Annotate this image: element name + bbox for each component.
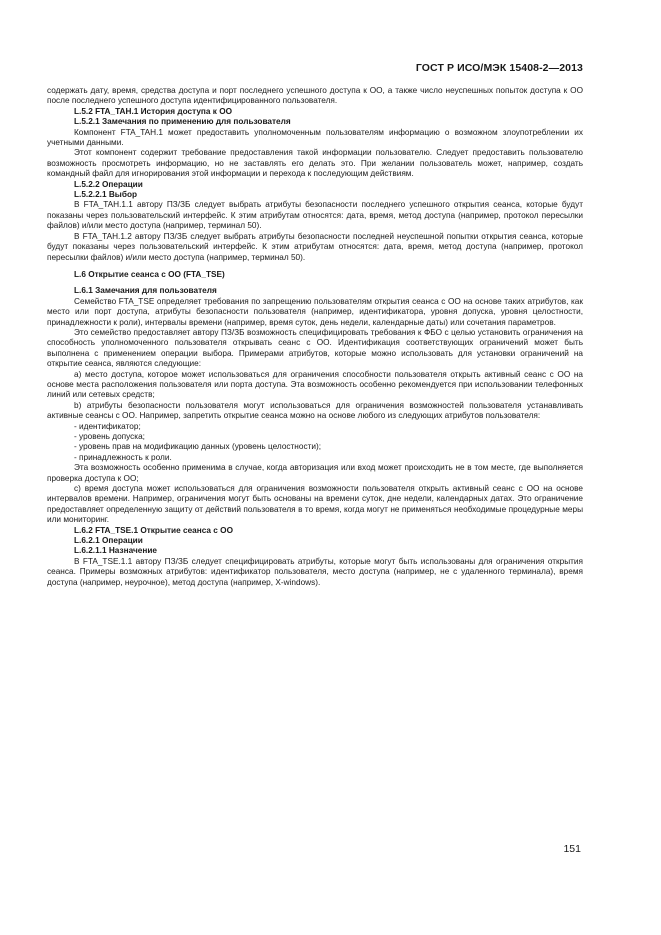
paragraph: В FTA_TSE.1.1 автору ПЗ/ЗБ следует специфицировать атрибуты, которые могут быть использованы для ограничения открытия сеанса. Примеры возможных атрибутов: идентификатор пользователя, место доступа (например, не с удаленного терминала), время доступа (например, неурочное), метод доступа (например, X-windows). bbox=[47, 556, 583, 587]
bullet-item: - идентификатор; bbox=[74, 421, 141, 431]
page-content bbox=[47, 86, 583, 588]
list-item: b) атрибуты безопасности пользователя могут использоваться для ограничения возможностей пользователя устанавливать активные сеансы с ОО. Например, запретить открытие сеанса можно на основе любого из следующих атрибутов пользователя: bbox=[47, 400, 583, 421]
subsection-heading: L.6.1 Замечания для пользователя bbox=[74, 286, 217, 296]
paragraph: В FTA_TAH.1.1 автору ПЗ/ЗБ следует выбрать атрибуты безопасности последнего успешного открытия сеанса, которые будут показаны через пользовательский интерфейс. К этим атрибутам относятся: дата, время, метод доступа (например, протокол пересылки файлов) и/или место доступа (например, терминал 50). bbox=[47, 200, 583, 231]
bullet-item: - принадлежность к роли. bbox=[74, 452, 172, 462]
section-heading: L.5.2 FTA_TAH.1 История доступа к ОО bbox=[74, 106, 233, 116]
subsection-heading: L.5.2.2.1 Выбор bbox=[74, 190, 138, 200]
paragraph: Это семейство предоставляет автору ПЗ/ЗБ возможность специфицировать требования к ФБО с целью установить ограничения на способность уполномоченного пользователя открывать сеанс с ОО. Идентификация соответствующих ограничений может быть выполнена с применением операции выбора. Примерами атрибутов, которые можно использовать для установки ограничений на открытие сеанса, являются следующие: bbox=[47, 327, 583, 369]
page-number: 151 bbox=[563, 843, 581, 855]
section-heading: L.6 Открытие сеанса с ОО (FTA_TSE) bbox=[74, 269, 225, 279]
bullet-item: - уровень прав на модификацию данных (уровень целостности); bbox=[74, 442, 322, 452]
subsection-heading: L.6.2.1 Операции bbox=[74, 536, 143, 546]
document-header: ГОСТ Р ИСО/МЭК 15408-2—2013 bbox=[415, 62, 583, 74]
list-item: a) место доступа, которое может использоваться для ограничения способности пользователя открыть активный сеанс с ОО на основе места расположения пользователя или порта доступа. Эта возможность особенно рекомендуется при использовании телефонных линий или сетевых средств; bbox=[47, 369, 583, 400]
paragraph: Компонент FTA_TAH.1 может предоставить уполномоченным пользователям информацию о возможном злоупотреблении их учетными данными. bbox=[47, 127, 583, 148]
paragraph: Этот компонент содержит требование предоставления такой информации пользователю. Следует предоставить пользователю возможность просмотреть информацию, но не заставлять его делать это. При желании пользователь может, например, создать командный файл для игнорирования этой информации и перехода к последующим действиям. bbox=[47, 148, 583, 179]
paragraph: В FTA_TAH.1.2 автору ПЗ/ЗБ следует выбрать атрибуты безопасности последней неуспешной попытки открытия сеанса, которые будут показаны через пользовательский интерфейс. К этим атрибутам относятся: дата, время, метод доступа (например, протокол пересылки файлов) и/или место доступа (например, терминал 50). bbox=[47, 231, 583, 262]
section-heading: L.6.2 FTA_TSE.1 Открытие сеанса с ОО bbox=[74, 525, 234, 535]
paragraph: Семейство FTA_TSE определяет требования по запрещению пользователям открытия сеанса с ОО на основе таких атрибутов, как место или порт доступа, атрибуты безопасности пользователя (например, идентификатора, уровня допуска, уровня целостности, принадлежности к роли), интервалы времени (например, время суток, день недели, календарные даты) или сочетания параметров. bbox=[47, 296, 583, 327]
paragraph: Эта возможность особенно применима в случае, когда авторизация или вход может происходить не в том месте, где выполняется проверка доступа к ОО; bbox=[47, 463, 583, 483]
list-item: c) время доступа может использоваться для ограничения возможности пользователя открыть активный сеанс с ОО на основе интервалов времени. Например, ограничения могут быть основаны на времени суток, дне недели, календарных датах. Это ограничение предоставляет определенную защиту от действий пользователя в то время, когда могут не применяться необходимые процедурные меры или мониторинг. bbox=[47, 484, 583, 525]
subsection-heading: L.5.2.2 Операции bbox=[74, 179, 143, 189]
subsection-heading: L.6.2.1.1 Назначение bbox=[74, 546, 157, 556]
bullet-item: - уровень допуска; bbox=[74, 432, 145, 441]
paragraph: содержать дату, время, средства доступа и порт последнего успешного доступа к ОО, а также число неуспешных попыток доступа к ОО после последнего успешного доступа идентифицированного пользователя. bbox=[47, 86, 583, 106]
subsection-heading: L.5.2.1 Замечания по применению для пользователя bbox=[74, 117, 291, 127]
